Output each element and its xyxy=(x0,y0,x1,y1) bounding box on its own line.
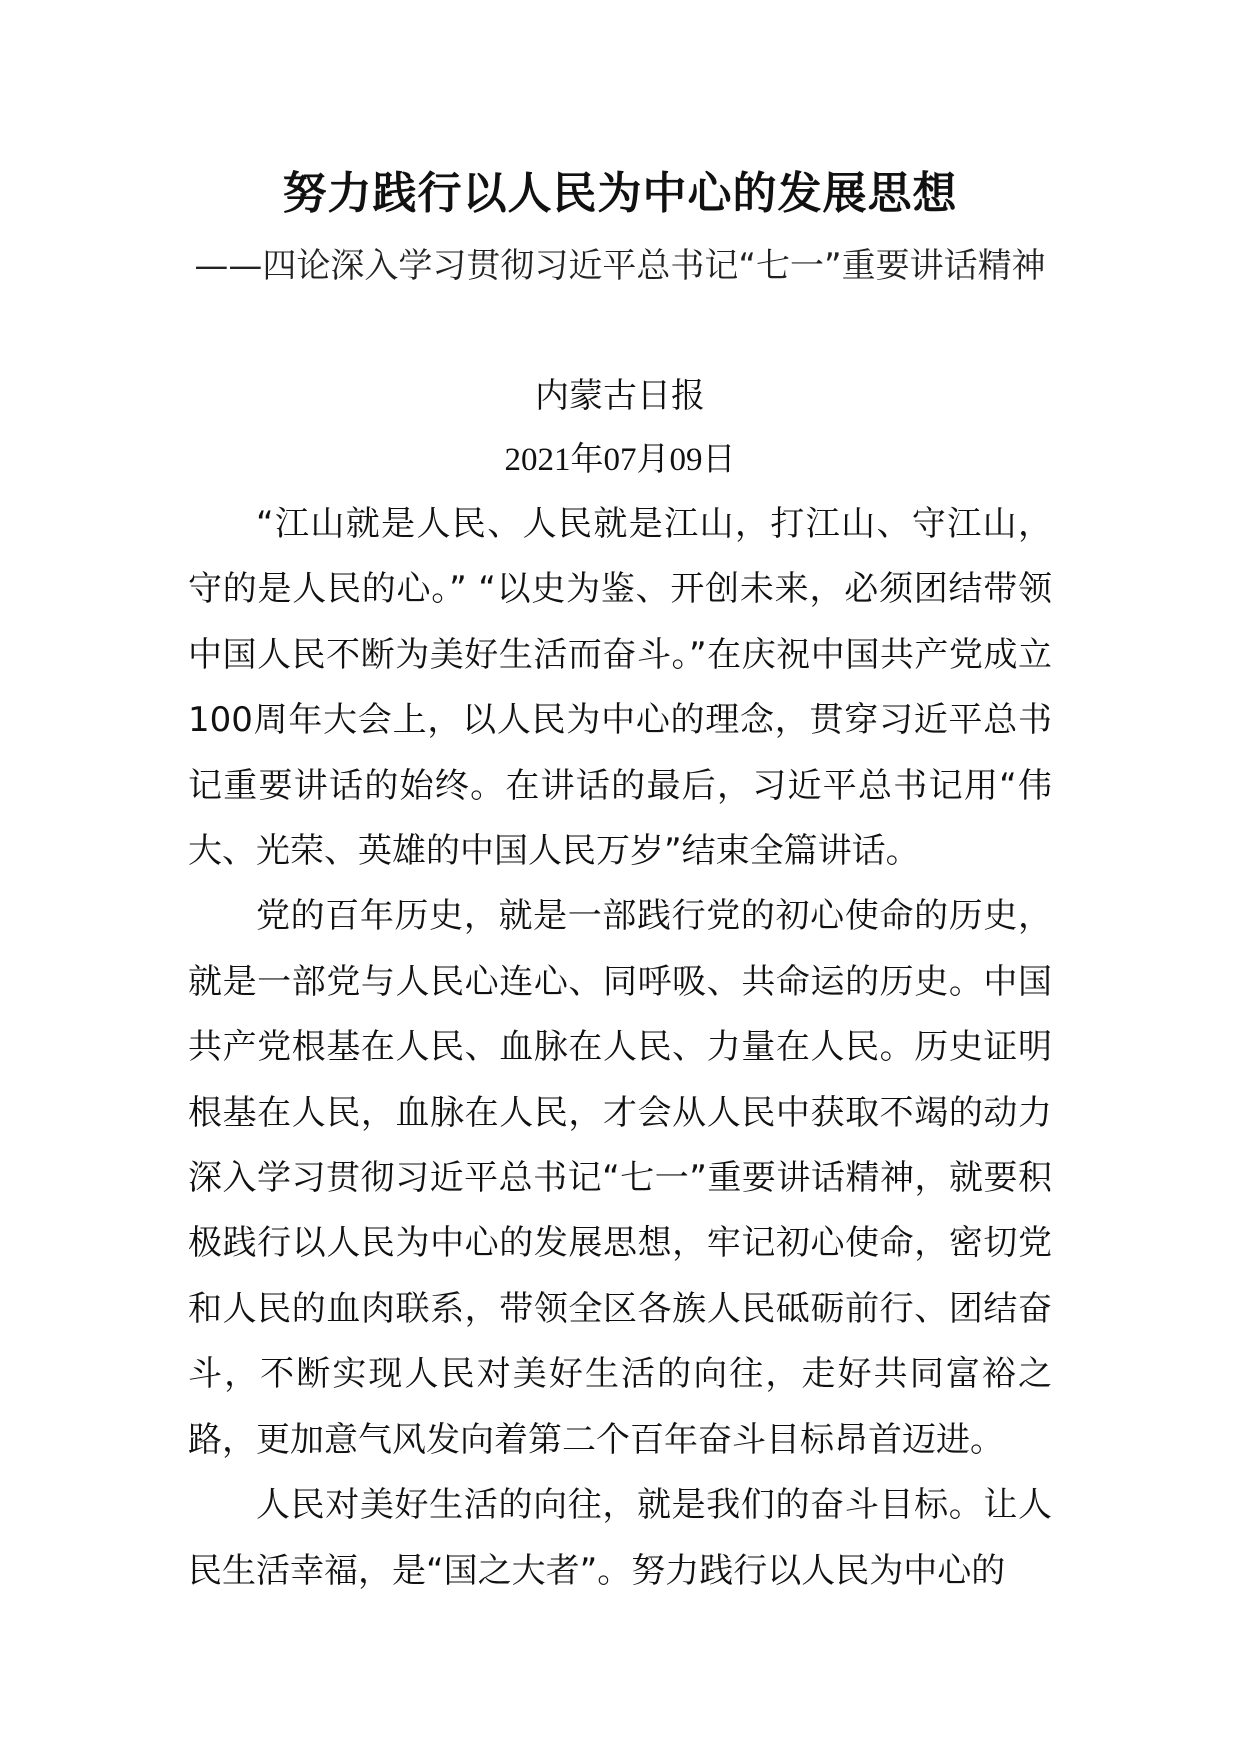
article-body xyxy=(188,492,1052,1604)
paragraph: “江山就是人民、人民就是江山，打江山、守江山，守的是人民的心。” “以史为鉴、开创未来，必须团结带领中国人民不断为美好生活而奋斗。”在庆祝中国共产党成立100周年大会上，以人民为中心的理念，贯穿习近平总书记重要讲话的始终。在讲话的最后，习近平总书记用“伟大、光荣、英雄的中国人民万岁”结束全篇讲话。 xyxy=(188,504,1052,872)
paragraph: 人民对美好生活的向往，就是我们的奋斗目标。让人民生活幸福，是“国之大者”。努力践行以人民为中心的 xyxy=(188,1485,1052,1591)
page-title: 努力践行以人民为中心的发展思想 xyxy=(282,168,958,219)
paragraph: 党的百年历史，就是一部践行党的初心使命的历史，就是一部党与人民心连心、同呼吸、共命运的历史。中国共产党根基在人民、血脉在人民、力量在人民。历史证明根基在人民，血脉在人民，才会从人民中获取不竭的动力深入学习贯彻习近平总书记“七一”重要讲话精神，就要积极践行以人民为中心的发展思想，牢记初心使命，密切党和人民的血肉联系，带领全区各族人民砥砺前行、团结奋斗，不断实现人民对美好生活的向往，走好共同富裕之路，更加意气风发向着第二个百年奋斗目标昂首迈进。 xyxy=(188,896,1052,1460)
publish-date: 2021年07月09日 xyxy=(504,442,736,478)
source-publication: 内蒙古日报 xyxy=(535,376,705,416)
page-subtitle: ——四论深入学习贯彻习近平总书记“七一”重要讲话精神 xyxy=(194,246,1046,286)
